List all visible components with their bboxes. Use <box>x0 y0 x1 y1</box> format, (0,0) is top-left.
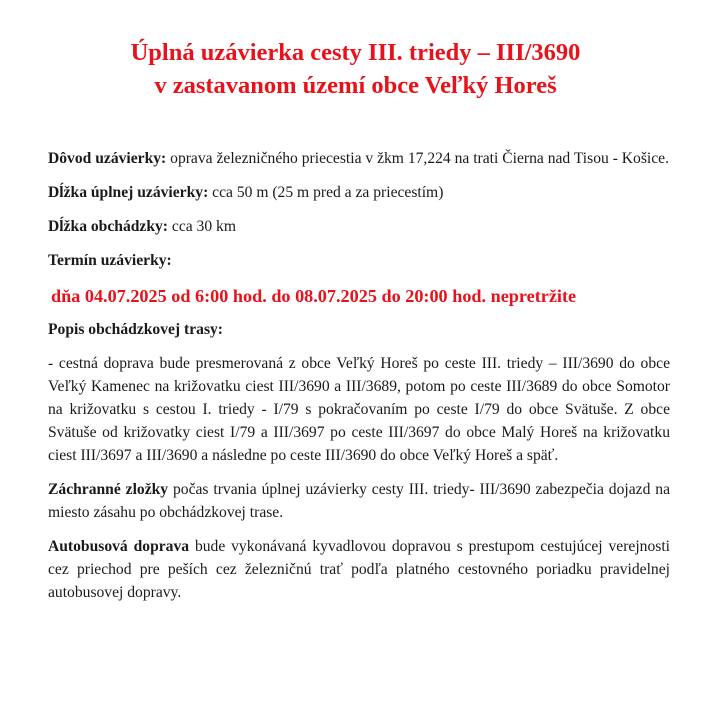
detour-length-text: cca 30 km <box>168 218 236 235</box>
closure-length-text: cca 50 m (25 m pred a za priecestím) <box>208 184 444 201</box>
closure-length-label: Dĺžka úplnej uzávierky: <box>48 184 209 201</box>
page-title <box>0 36 711 102</box>
rescue-paragraph <box>48 478 670 524</box>
title-line-2: v zastavanom území obce Veľký Horeš <box>154 72 557 99</box>
route-label: Popis obchádzkovej trasy: <box>48 321 223 338</box>
term-value: dňa 04.07.2025 od 6:00 hod. do 08.07.2025 do 20:00 hod. nepretržite <box>51 286 577 306</box>
route-description: - cestná doprava bude presmerovaná z obce Veľký Horeš po ceste III. triedy – III/3690 do obce Veľký Kamenec na križovatku ciest III/3690 a III/3689, potom po ceste III/3689 do obce Somotor na križovatku s cestou I. triedy - I/79 s pokračovaním po ceste I/79 do obce Svätuše. Z obce Svätuše od križovatky ciest I/79 a III/3697 po ceste III/3697 do obce Malý Horeš na križovatku ciest III/3697 a III/3690 a následne po ceste III/3690 do obce Veľký Horeš a späť. <box>48 355 670 464</box>
rescue-text: počas trvania úplnej uzávierky cesty III. triedy- III/3690 zabezpečia dojazd na miesto zásahu po obchádzkovej trase. <box>48 481 670 521</box>
bus-text: bude vykonávaná kyvadlovou dopravou s prestupom cestujúcej verejnosti cez priechod pre peších cez železničnú trať podľa platného cestovného poriadku pravidelnej autobusovej dopravy. <box>48 538 670 601</box>
term-heading <box>48 249 670 272</box>
reason-text: oprava železničného priecestia v žkm 17,224 na trati Čierna nad Tisou - Košice. <box>166 150 669 167</box>
bus-label: Autobusová doprava <box>48 538 190 555</box>
notice-body <box>48 147 670 615</box>
closure-length-paragraph <box>48 181 670 204</box>
reason-label: Dôvod uzávierky: <box>48 150 167 167</box>
reason-paragraph <box>48 147 670 170</box>
title-line-1: Úplná uzávierka cesty III. triedy – III/3690 <box>130 39 581 66</box>
detour-length-label: Dĺžka obchádzky: <box>48 218 168 235</box>
term-label: Termín uzávierky: <box>48 252 172 269</box>
detour-length-paragraph <box>48 215 670 238</box>
rescue-label: Záchranné zložky <box>48 481 169 498</box>
bus-paragraph <box>48 535 670 604</box>
route-heading <box>48 318 670 341</box>
